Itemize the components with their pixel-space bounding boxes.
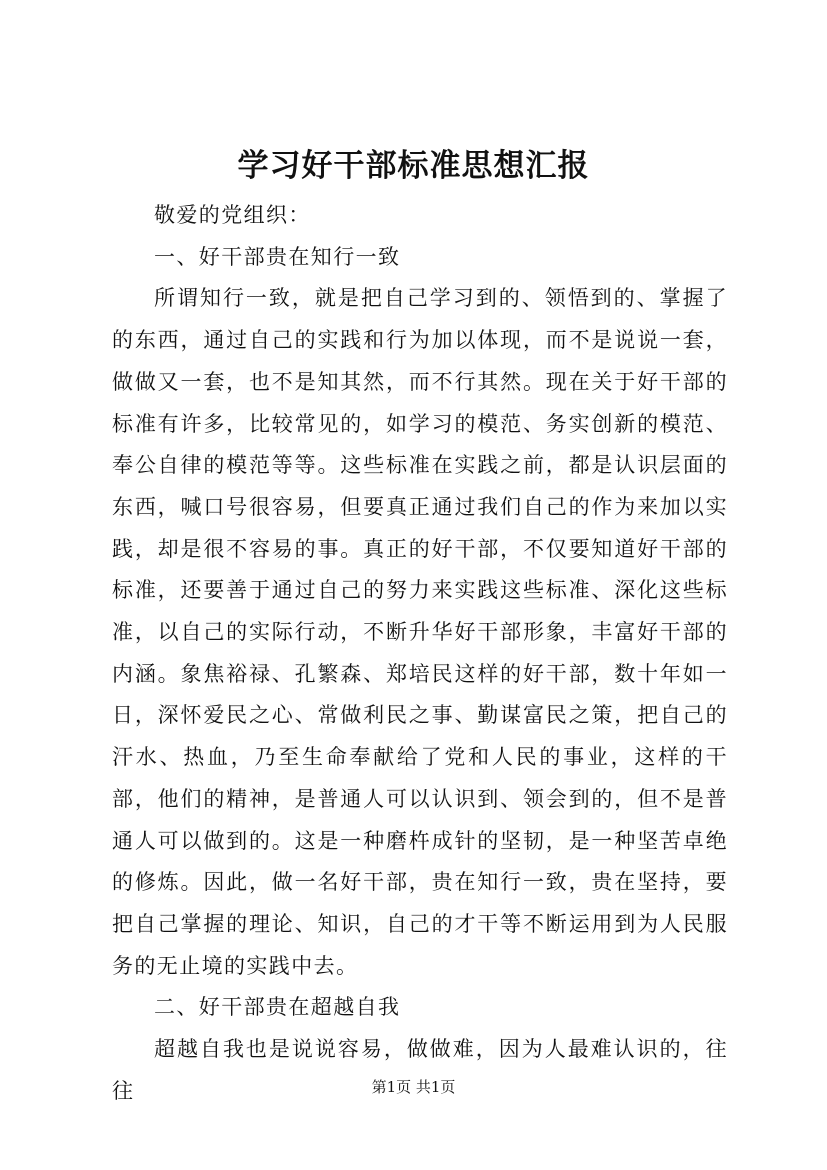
document-title: 学习好干部标准思想汇报 <box>237 148 590 184</box>
salutation: 敬爱的党组织： <box>154 203 311 227</box>
section-heading-2: 二、好干部贵在超越自我 <box>154 995 401 1020</box>
paragraph-1: 所谓知行一致，就是把自己学习到的、领悟到的、掌握了的东西，通过自己的实践和行为加以体现，而不是说说一套，做做又一套，也不是知其然，而不行其然。现在关于好干部的标准有许多，比较常见的，如学习的模范、务实创新的模范、奉公自律的模范等等。这些标准在实践之前，都是认识层面的东西，喊口号很容易，但要真正通过我们自己的作为来加以实践，却是很不容易的事。真正的好干部，不仅要知道好干部的标准，还要善于通过自己的努力来实践这些标准、深化这些标准，以自己的实际行动，不断升华好干部形象，丰富好干部的内涵。象焦裕禄、孔繁森、郑培民这样的好干部，数十年如一日，深怀爱民之心、常做利民之事、勤谋富民之策，把自己的汗水、热血，乃至生命奉献给了党和人民的事业，这样的干部，他们的精神，是普通人可以认识到、领会到的，但不是普通人可以做到的。这是一种磨杵成针的坚韧，是一种坚苦卓绝的修炼。因此，做一名好干部，贵在知行一致，贵在坚持，要把自己掌握的理论、知识，自己的才干等不断运用到为人民服务的无止境的实践中去。 <box>112 286 728 978</box>
page-footer: 第1页 共1页 <box>371 1078 456 1096</box>
document-body <box>112 195 728 1112</box>
section-heading-1: 一、好干部贵在知行一致 <box>154 244 401 269</box>
paragraph-2: 超越自我也是说说容易，做做难，因为人最难认识的，往往 <box>112 1037 728 1103</box>
